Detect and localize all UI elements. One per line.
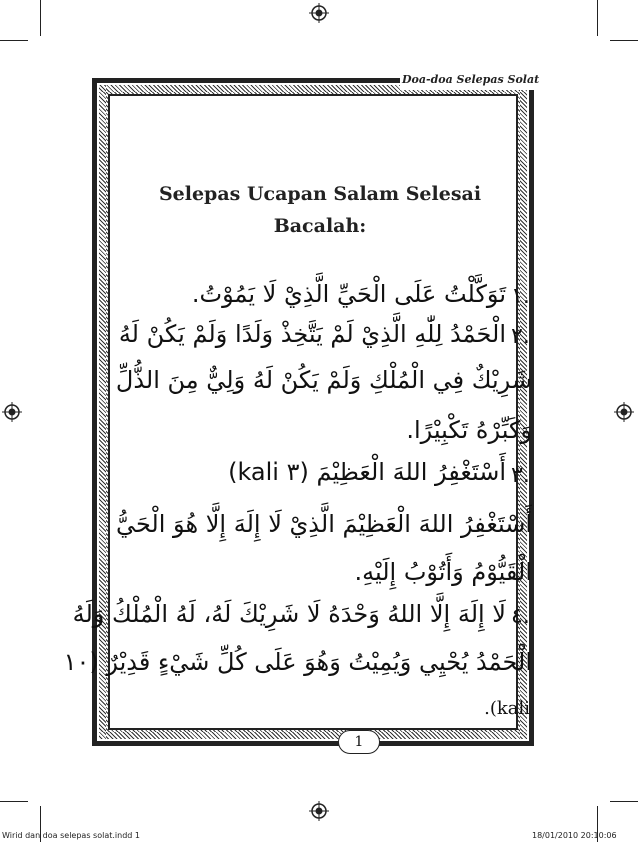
crop-mark [610,40,638,41]
slug-filename: Wirid dan doa selepas solat.indd 1 [2,831,140,840]
section-heading: Selepas Ucapan Salam Selesai [158,183,482,205]
crop-mark [597,0,598,36]
registration-mark-icon [309,801,329,821]
item-number: ٢. [511,324,530,349]
crop-mark [610,801,638,802]
arabic-text-line: الْحَمْدُ يُحْيِي وَيُمِيْتُ وَهُوَ عَلَى كُلِّ شَيْءٍ قَدِيْرٌ (١٠ [63,648,532,676]
running-header: Doa-doa Selepas Solat [402,73,540,86]
crop-mark [0,40,28,41]
item-number: ٣. [511,463,530,488]
item-number: ١. [511,284,530,309]
arabic-text-line: تَوَكَّلْتُ عَلَى الْحَيِّ الَّذِيْ لَا يَمُوْتُ. [191,280,506,308]
registration-mark-icon [614,402,634,422]
arabic-text-line: لَا إِلَهَ إِلَّا اللهُ وَحْدَهُ لَا شَرِيْكَ لَهُ، لَهُ الْمُلْكُ وَلَهُ [72,600,506,628]
arabic-text-line: .(kali [484,698,530,719]
crop-mark [40,0,41,36]
arabic-text-line: أَسْتَغْفِرُ اللهَ الْعَظِيْمَ الَّذِيْ لَا إِلَهَ إِلَّا هُوَ الْحَيُّ [115,510,532,538]
item-number: ٤. [511,604,530,629]
arabic-text-line: الْحَمْدُ لِلّٰهِ الَّذِيْ لَمْ يَتَّخِذْ وَلَدًا وَلَمْ يَكُنْ لَهُ [118,320,506,348]
page-number: 1 [338,730,380,754]
registration-mark-icon [309,3,329,23]
arabic-text-line: شَرِيْكٌ فِي الْمُلْكِ وَلَمْ يَكُنْ لَهُ وَلِيٌّ مِنَ الذُّلِّ [115,366,532,394]
crop-mark [0,801,28,802]
arabic-text-line: الْقَيُّوْمُ وَأَتُوْبُ إِلَيْهِ. [354,558,532,586]
arabic-text-line: أَسْتَغْفِرُ اللهَ الْعَظِيْمَ (٣ kali) [228,458,506,486]
arabic-text-line: وَكَبِّرْهُ تَكْبِيْرًا. [406,416,532,444]
section-subheading: Bacalah: [273,215,367,237]
registration-mark-icon [2,402,22,422]
slug-timestamp: 18/01/2010 20:10:06 [532,831,617,840]
